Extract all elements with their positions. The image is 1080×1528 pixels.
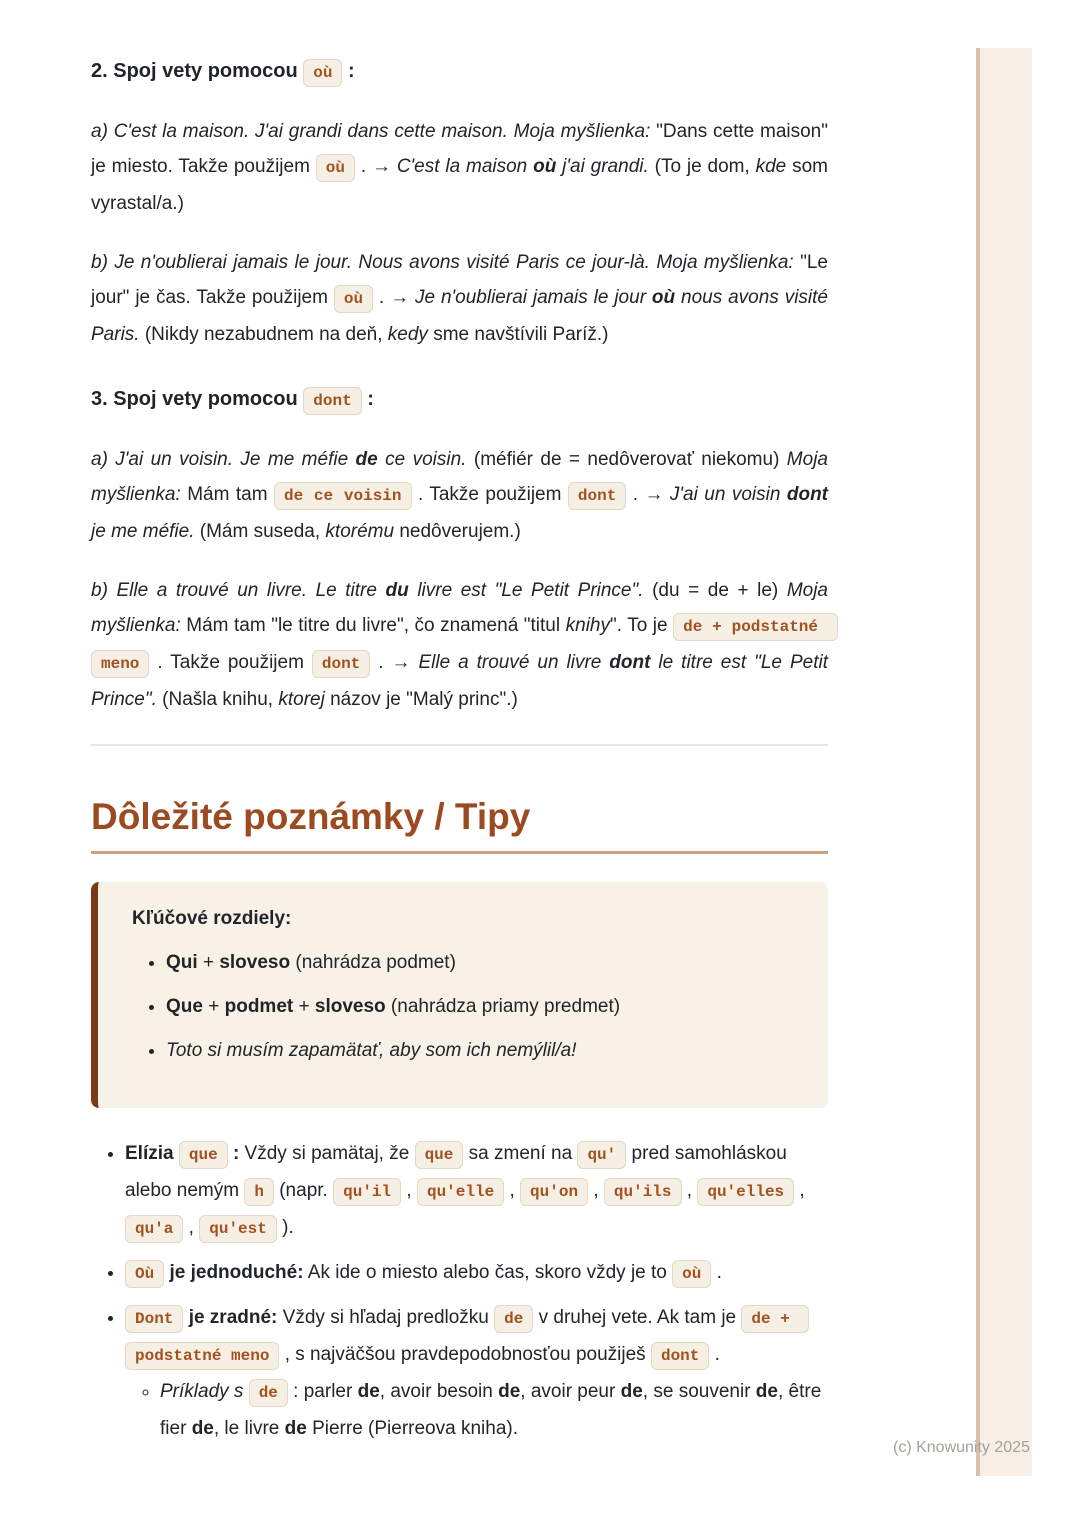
inline-code-badge: h xyxy=(244,1178,274,1206)
text-run: de xyxy=(284,1418,307,1439)
callout-list-item xyxy=(166,950,800,976)
inline-code-badge: de + podstatné meno xyxy=(125,1305,809,1370)
tips-list-item xyxy=(125,1300,828,1446)
text-run: dont xyxy=(786,484,829,505)
inline-code-badge: de xyxy=(249,1379,288,1407)
subsection-heading xyxy=(91,382,828,418)
text-run: 3. Spoj vety pomocou xyxy=(91,388,304,410)
inline-code-badge: de xyxy=(494,1305,533,1333)
inline-code-badge: Où xyxy=(125,1260,164,1288)
text-run: . → xyxy=(370,652,419,673)
text-run: je zradné: xyxy=(188,1307,278,1328)
inline-code-badge: dont xyxy=(303,387,361,415)
text-run: (Nikdy nezabudnem na deň, xyxy=(139,324,388,345)
callout-box xyxy=(91,882,828,1108)
text-run: je me méfie. xyxy=(91,521,195,542)
text-run: de xyxy=(755,1381,778,1402)
text-run: Ak ide o miesto alebo čas, skoro vždy je to xyxy=(303,1262,673,1283)
text-run: du xyxy=(385,580,409,601)
paragraph xyxy=(91,245,828,352)
callout-list-item xyxy=(166,1038,800,1064)
tips-sublist-item xyxy=(160,1374,828,1446)
tips-list xyxy=(91,1136,828,1446)
text-run: nedôverujem.) xyxy=(394,521,521,542)
text-run: podmet xyxy=(224,996,294,1017)
text-run: "Dans cette maison" je miesto. Takže použijem xyxy=(91,121,828,177)
text-run: Elízia xyxy=(125,1143,179,1164)
inline-code-badge: dont xyxy=(651,1342,709,1370)
text-run: (napr. xyxy=(273,1180,334,1201)
inline-code-badge: qu'est xyxy=(199,1215,277,1243)
tips-list-item xyxy=(125,1255,828,1292)
inline-code-badge: qu'elle xyxy=(417,1178,504,1206)
text-run: "Le jour" je čas. Takže použijem xyxy=(91,252,828,308)
text-run: (nahrádza priamy predmet) xyxy=(385,996,621,1017)
text-run: sa zmení na xyxy=(463,1143,578,1164)
callout-title xyxy=(132,906,800,932)
text-run: : xyxy=(227,1143,240,1164)
text-run: Je n'oublierai jamais le jour. Nous avons visité Paris ce jour-là. Moja myšlienka: xyxy=(114,252,794,273)
text-run: J'ai un voisin. Je me méfie xyxy=(115,449,356,470)
inline-code-badge: de ce voisin xyxy=(274,482,412,510)
text-run: J'ai un xyxy=(669,484,732,505)
text-run: sme navštívili Paríž.) xyxy=(427,324,609,345)
text-run: je jednoduché: xyxy=(169,1262,304,1283)
text-run: + xyxy=(197,952,220,973)
text-run: (du = de + le) xyxy=(643,580,787,601)
text-run: ktorej xyxy=(278,689,325,710)
text-run: : parler xyxy=(287,1381,358,1402)
inline-code-badge: où xyxy=(672,1260,711,1288)
text-run: Moja myšlienka: xyxy=(91,580,828,636)
tips-sublist xyxy=(125,1374,828,1446)
text-run: ". To je xyxy=(609,615,674,636)
text-run: dont xyxy=(609,652,651,673)
text-run: Pierre (Pierreova kniha). xyxy=(306,1418,519,1439)
text-run: Príklady s xyxy=(160,1381,249,1402)
inline-code-badge: qu' xyxy=(577,1141,626,1169)
text-run: Kľúčové rozdiely: xyxy=(132,908,292,929)
text-run: Mám tam "le titre du livre", čo znamená "titul xyxy=(180,615,566,636)
text-run: kedy xyxy=(387,324,428,345)
text-run: (Našla knihu, xyxy=(156,689,279,710)
text-run: le titre est "Le Petit Prince". xyxy=(91,652,828,710)
text-run: b) xyxy=(91,580,117,601)
text-run: (nahrádza podmet) xyxy=(290,952,456,973)
text-run: , xyxy=(794,1180,805,1201)
inline-code-badge: que xyxy=(179,1141,228,1169)
text-run: C'est la maison. J'ai grandi dans cette maison. Moja myšlienka: xyxy=(113,121,657,142)
inline-code-badge: qu'il xyxy=(333,1178,401,1206)
text-run: a) xyxy=(91,121,114,142)
text-run: Elle a trouvé un livre xyxy=(418,652,610,673)
text-run: v druhej vete. Ak tam je xyxy=(533,1307,742,1328)
text-run: j'ai grandi. xyxy=(556,156,649,177)
text-run: sloveso xyxy=(314,996,386,1017)
page-edge-decoration xyxy=(976,48,1032,1476)
text-run: , xyxy=(401,1180,417,1201)
inline-code-badge: qu'elles xyxy=(697,1178,794,1206)
inline-code-badge: qu'ils xyxy=(604,1178,682,1206)
text-run: de xyxy=(620,1381,643,1402)
text-run: (Mám suseda, xyxy=(194,521,326,542)
text-run: Vždy si hľadaj predložku xyxy=(277,1307,495,1328)
text-run: nous avons visité Paris. xyxy=(91,287,828,345)
inline-code-badge: Dont xyxy=(125,1305,183,1333)
section-title xyxy=(91,795,828,854)
text-run: b) xyxy=(91,252,115,273)
text-run: : xyxy=(342,60,355,82)
text-run: kde xyxy=(755,156,787,177)
inline-code-badge: où xyxy=(303,59,342,87)
text-run: knihy xyxy=(565,615,610,636)
section-divider xyxy=(91,744,828,746)
text-run: Que xyxy=(166,996,203,1017)
text-run: Dôležité poznámky / Tipy xyxy=(91,796,531,837)
text-run: (To je dom, xyxy=(648,156,756,177)
inline-code-badge: que xyxy=(415,1141,464,1169)
text-run: de xyxy=(355,449,378,470)
text-run: , avoir peur xyxy=(520,1381,621,1402)
text-run: , le livre xyxy=(213,1418,285,1439)
paragraph xyxy=(91,114,828,221)
text-run: ce voisin. xyxy=(377,449,467,470)
tips-list-item xyxy=(125,1136,828,1247)
text-run: de xyxy=(357,1381,380,1402)
text-run: Elle a trouvé un livre. Le titre xyxy=(116,580,386,601)
paragraph xyxy=(91,573,828,717)
text-run: ). xyxy=(276,1217,294,1238)
text-run: . → xyxy=(354,156,397,177)
text-run: Moja myšlienka: xyxy=(91,449,828,505)
inline-code-badge: qu'on xyxy=(520,1178,588,1206)
callout-list xyxy=(132,950,800,1064)
text-run: C'est la maison xyxy=(396,156,534,177)
text-run: (méfiér de = nedôverovať niekomu) xyxy=(466,449,787,470)
text-run: som vyrastal/a.) xyxy=(91,156,828,214)
text-run: , s najväčšou pravdepodobnosťou použiješ xyxy=(279,1344,651,1365)
text-run: Toto si musím zapamätať, aby som ich nemýlil/a! xyxy=(166,1040,577,1061)
text-run: où xyxy=(533,156,557,177)
text-run: Je n'oublierai jamais le jour xyxy=(415,287,652,308)
text-run: de xyxy=(191,1418,214,1439)
watermark: (c) Knowunity 2025 xyxy=(893,1439,1030,1456)
text-run: Mám tam xyxy=(180,484,274,505)
text-run: voisin xyxy=(731,484,787,505)
inline-code-badge: où xyxy=(316,154,355,182)
text-run: : xyxy=(361,388,374,410)
text-run: . xyxy=(711,1262,722,1283)
text-run: 2. Spoj vety pomocou xyxy=(91,60,304,82)
text-run: , xyxy=(588,1180,604,1201)
text-run: . Takže použijem xyxy=(149,652,312,673)
text-run: . xyxy=(709,1344,720,1365)
text-run: de xyxy=(498,1381,521,1402)
text-run: ktorému xyxy=(325,521,395,542)
text-run: Qui xyxy=(166,952,198,973)
text-run: , être fier xyxy=(160,1381,822,1439)
text-run: sloveso xyxy=(219,952,291,973)
text-run: Vždy si pamätaj, že xyxy=(239,1143,415,1164)
text-run: . → xyxy=(626,484,670,505)
text-run: + xyxy=(293,996,315,1017)
callout-list-item xyxy=(166,994,800,1020)
text-run: , avoir besoin xyxy=(379,1381,499,1402)
text-run: názov je "Malý princ".) xyxy=(324,689,518,710)
text-run: . Takže použijem xyxy=(411,484,568,505)
text-run: , xyxy=(504,1180,521,1201)
text-run: où xyxy=(651,287,676,308)
subsection-heading xyxy=(91,54,828,90)
inline-code-badge: dont xyxy=(568,482,626,510)
paragraph xyxy=(91,442,828,549)
text-run: livre est "Le Petit Prince". xyxy=(408,580,644,601)
inline-code-badge: de + podstatné meno xyxy=(91,613,838,678)
inline-code-badge: où xyxy=(334,285,373,313)
text-run: , xyxy=(681,1180,698,1201)
inline-code-badge: dont xyxy=(312,650,370,678)
text-run: a) xyxy=(91,449,116,470)
text-run: . → xyxy=(373,287,415,308)
document-content xyxy=(91,0,828,1446)
text-run: , xyxy=(183,1217,200,1238)
text-run: + xyxy=(202,996,225,1017)
text-run: , se souvenir xyxy=(642,1381,756,1402)
text-run: pred samohláskou alebo nemým xyxy=(125,1143,787,1201)
inline-code-badge: qu'a xyxy=(125,1215,183,1243)
